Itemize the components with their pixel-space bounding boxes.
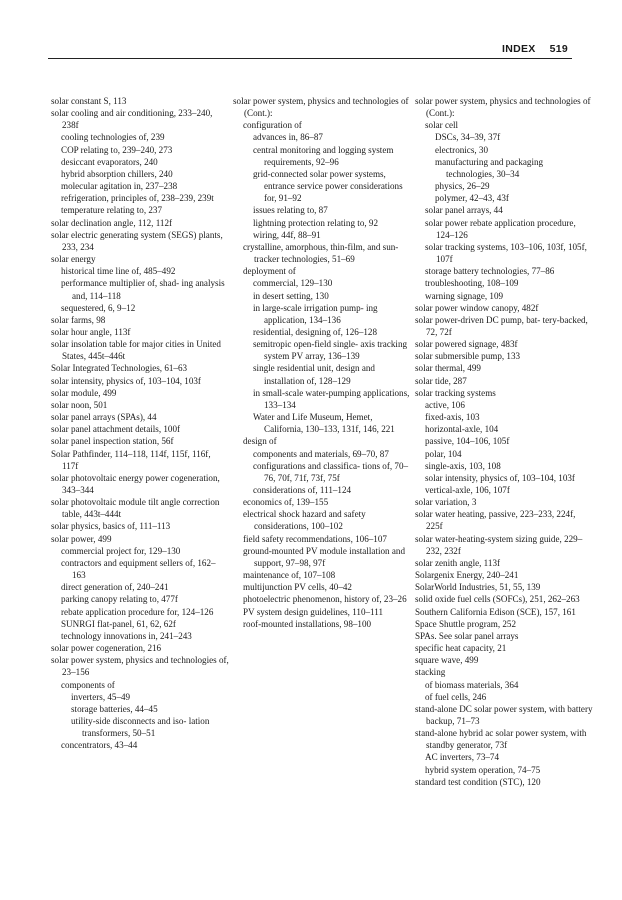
- index-entry: polymer, 42–43, 43f: [435, 193, 509, 204]
- index-entry: solar constant S, 113: [51, 96, 127, 106]
- index-entry: sequestered, 6, 9–12: [61, 302, 136, 313]
- index-entry: single residential unit, design and installation of, 128–129: [253, 363, 375, 386]
- index-entry: wiring, 44f, 88–91: [253, 229, 321, 240]
- index-entry: solar power system, physics and technologies of (Cont.):: [233, 96, 409, 119]
- index-entry: storage batteries, 44–45: [71, 703, 158, 714]
- index-entry: standard test condition (STC), 120: [415, 776, 541, 787]
- index-entry: Solar Integrated Technologies, 61–63: [51, 363, 188, 374]
- index-entry: SPAs. See solar panel arrays: [415, 630, 519, 641]
- index-entry: SolarWorld Industries, 51, 55, 139: [415, 582, 541, 593]
- index-entry: solar panel arrays (SPAs), 44: [51, 412, 157, 423]
- index-entry: solar power, 499: [51, 533, 112, 544]
- index-entry: solar tracking systems: [415, 387, 496, 398]
- index-entry: solar photovoltaic energy power cogeneration, 343–344: [51, 472, 220, 495]
- index-entry: vertical-axle, 106, 107f: [425, 485, 510, 495]
- index-entry: in desert setting, 130: [253, 290, 329, 301]
- index-entry: solar power system, physics and technologies of, 23–156: [51, 655, 229, 678]
- header-rule: [48, 58, 572, 59]
- index-entry: horizontal-axle, 104: [425, 424, 499, 435]
- index-entry: commercial project for, 129–130: [61, 545, 181, 556]
- index-entry: of biomass materials, 364: [425, 679, 519, 690]
- index-entry: solar panel attachment details, 100f: [51, 424, 181, 435]
- index-entry: multijunction PV cells, 40–42: [243, 582, 352, 593]
- index-entry: ground-mounted PV module installation and support, 97–98, 97f: [243, 545, 405, 568]
- index-entry: solar panel inspection station, 56f: [51, 436, 174, 447]
- index-entry: COP relating to, 239–240, 273: [61, 144, 173, 155]
- index-entry: direct generation of, 240–241: [61, 582, 169, 593]
- index-entry: concentrators, 43–44: [61, 740, 138, 751]
- index-entry: crystalline, amorphous, thin-film, and sun-tracker technologies, 51–69: [243, 241, 399, 265]
- index-entry: Space Shuttle program, 252: [415, 618, 517, 629]
- index-entry: deployment of: [243, 266, 296, 277]
- index-entry: solar power cogeneration, 216: [51, 643, 162, 654]
- index-entry: troubleshooting, 108–109: [425, 278, 519, 289]
- index-entry: solar powered signage, 483f: [415, 339, 518, 350]
- index-entry: solar power system, physics and technologies of (Cont.):: [415, 96, 591, 119]
- index-entry: solar panel arrays, 44: [425, 205, 503, 216]
- index-entry: contractors and equipment sellers of, 162–163: [61, 557, 216, 581]
- page-number: 519: [549, 43, 568, 55]
- index-entry: configuration of: [243, 120, 302, 131]
- index-entry: solar thermal, 499: [415, 363, 481, 374]
- index-entry: utility-side disconnects and iso- lation transformers, 50–51: [71, 715, 210, 739]
- index-entry: solar water-heating-system sizing guide, 229–232, 232f: [415, 533, 583, 556]
- index-entry: solar water heating, passive, 223–233, 224f, 225f: [415, 509, 576, 532]
- index-entry: semitropic open-field single- axis tracking system PV array, 136–139: [253, 339, 408, 362]
- index-entry: residential, designing of, 126–128: [253, 326, 378, 337]
- index-entry: historical time line of, 485–492: [61, 266, 176, 277]
- index-entry: economics of, 139–155: [243, 497, 329, 508]
- index-entry: fixed-axis, 103: [425, 412, 480, 423]
- index-entry: design of: [243, 436, 277, 447]
- index-entry: hybrid system operation, 74–75: [425, 764, 541, 775]
- index-entry: active, 106: [425, 399, 465, 410]
- index-entry: commercial, 129–130: [253, 278, 333, 289]
- index-entry: desiccant evaporators, 240: [61, 156, 158, 167]
- index-entry: Southern California Edison (SCE), 157, 161: [415, 606, 576, 617]
- index-entry: solar energy: [51, 254, 96, 265]
- index-entry: PV system design guidelines, 110–111: [243, 606, 384, 617]
- index-entry: rebate application procedure for, 124–126: [61, 606, 214, 617]
- index-entry: stacking: [415, 667, 446, 678]
- index-entry: solar variation, 3: [415, 497, 477, 508]
- index-entry: considerations of, 111–124: [253, 485, 352, 495]
- index-entry: of fuel cells, 246: [425, 691, 487, 702]
- index-entry: solar intensity, physics of, 103–104, 103f: [425, 472, 575, 483]
- index-entry: issues relating to, 87: [253, 205, 328, 216]
- index-entry: electrical shock hazard and safety considerations, 100–102: [243, 509, 366, 532]
- index-entry: photoelectric phenomenon, history of, 23–26: [243, 594, 407, 605]
- index-entry: passive, 104–106, 105f: [425, 436, 510, 447]
- index-entry: AC inverters, 73–74: [425, 752, 500, 763]
- index-entry: refrigeration, principles of, 238–239, 239t: [61, 193, 214, 204]
- index-entry: field safety recommendations, 106–107: [243, 533, 387, 544]
- index-entry: specific heat capacity, 21: [415, 643, 507, 654]
- running-head: [502, 43, 568, 55]
- index-entry: maintenance of, 107–108: [243, 570, 336, 581]
- index-entry: solar farms, 98: [51, 314, 106, 325]
- index-entry: performance multiplier of, shad- ing analysis and, 114–118: [61, 278, 225, 301]
- index-entry: stand-alone DC solar power system, with battery backup, 71–73: [415, 703, 593, 726]
- index-entry: solar noon, 501: [51, 399, 108, 410]
- index-entry: solar intensity, physics of, 103–104, 103f: [51, 375, 201, 386]
- index-entry: storage battery technologies, 77–86: [425, 266, 555, 277]
- index-entry: solar hour angle, 113f: [51, 326, 131, 337]
- index-entry: advances in, 86–87: [253, 132, 323, 143]
- index-entry: temperature relating to, 237: [61, 205, 163, 216]
- index-entry: solar tracking systems, 103–106, 103f, 105f, 107f: [425, 241, 587, 265]
- index-entry: solar power rebate application procedure, 124–126: [425, 217, 576, 240]
- index-entry: solar power window canopy, 482f: [415, 302, 539, 313]
- index-entry: SUNRGI flat-panel, 61, 62, 62f: [61, 618, 176, 629]
- index-column-1: [51, 95, 229, 751]
- index-entry: solar module, 499: [51, 387, 117, 398]
- index-entry: solid oxide fuel cells (SOFCs), 251, 262–263: [415, 594, 580, 605]
- index-entry: solar zenith angle, 113f: [415, 557, 501, 568]
- index-entry: solar declination angle, 112, 112f: [51, 217, 173, 228]
- index-entry: components of: [61, 679, 115, 690]
- index-entry: grid-connected solar power systems, entrance service power considerations for, 91–92: [253, 168, 403, 204]
- index-column-3: [415, 95, 593, 788]
- index-entry: solar cooling and air conditioning, 233–240, 238f: [51, 108, 213, 131]
- index-entry: configurations and classifica- tions of, 70–76, 70f, 71f, 73f, 75f: [253, 460, 409, 483]
- index-entry: Solargenix Energy, 240–241: [415, 570, 519, 581]
- index-entry: solar tide, 287: [415, 375, 467, 386]
- index-entry: polar, 104: [425, 448, 462, 459]
- index-entry: cooling technologies of, 239: [61, 132, 165, 143]
- section-title: INDEX: [501, 43, 536, 55]
- index-entry: stand-alone hybrid ac solar power system, with standby generator, 73f: [415, 728, 587, 751]
- index-entry: Solar Pathfinder, 114–118, 114f, 115f, 116f, 117f: [51, 448, 211, 471]
- index-entry: in small-scale water-pumping applications, 133–134: [253, 387, 410, 410]
- index-entry: single-axis, 103, 108: [425, 460, 501, 471]
- index-column-2: [233, 95, 411, 630]
- index-entry: hybrid absorption chillers, 240: [61, 168, 173, 179]
- index-entry: warning signage, 109: [425, 290, 504, 301]
- index-entry: solar cell: [425, 120, 459, 131]
- index-entry: roof-mounted installations, 98–100: [243, 618, 372, 629]
- index-entry: central monitoring and logging system requirements, 92–96: [253, 144, 394, 167]
- index-entry: manufacturing and packaging technologies, 30–34: [435, 156, 544, 179]
- index-entry: in large-scale irrigation pump- ing application, 134–136: [253, 302, 378, 325]
- index-entry: lightning protection relating to, 92: [253, 217, 379, 228]
- index-entry: components and materials, 69–70, 87: [253, 448, 389, 459]
- index-entry: solar physics, basics of, 111–113: [51, 521, 171, 532]
- index-entry: inverters, 45–49: [71, 691, 131, 702]
- index-entry: solar insolation table for major cities in United States, 445t–446t: [51, 339, 221, 362]
- index-entry: solar electric generating system (SEGS) plants, 233, 234: [51, 229, 223, 252]
- index-entry: solar power-driven DC pump, bat- tery-backed, 72, 72f: [415, 314, 588, 337]
- index-entry: Water and Life Museum, Hemet, California, 130–133, 131f, 146, 221: [253, 412, 395, 435]
- index-entry: square wave, 499: [415, 655, 479, 666]
- index-entry: electronics, 30: [435, 144, 489, 155]
- index-entry: molecular agitation in, 237–238: [61, 181, 178, 192]
- index-entry: technology innovations in, 241–243: [61, 630, 192, 641]
- index-entry: DSCs, 34–39, 37f: [435, 132, 501, 143]
- index-entry: parking canopy relating to, 477f: [61, 594, 178, 605]
- index-entry: solar photovoltaic module tilt angle correction table, 443t–444t: [51, 497, 220, 520]
- index-entry: physics, 26–29: [435, 181, 490, 192]
- index-entry: solar submersible pump, 133: [415, 351, 521, 362]
